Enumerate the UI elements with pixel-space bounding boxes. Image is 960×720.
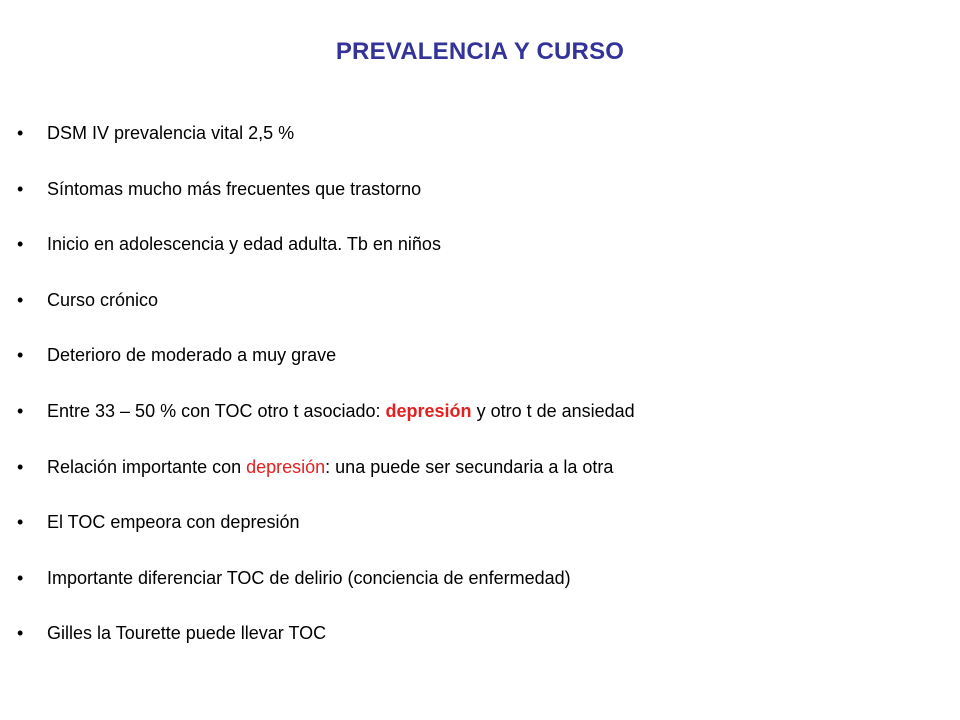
bullet-text-before: Relación importante con xyxy=(47,456,247,477)
bullet-item xyxy=(17,566,937,622)
bullet-text: Curso crónico xyxy=(47,289,159,310)
bullet-text-after: : una puede ser secundaria a la otra xyxy=(325,456,614,477)
bullet-item xyxy=(17,510,937,566)
bullet-item xyxy=(17,455,937,511)
bullet-text: Deterioro de moderado a muy grave xyxy=(47,345,337,366)
bullet-item xyxy=(17,121,937,177)
bullet-text: Inicio en adolescencia y edad adulta. Tb en niños xyxy=(47,234,441,255)
bullet-text: DSM IV prevalencia vital 2,5 % xyxy=(47,123,295,143)
bullet-marker: • xyxy=(17,234,24,255)
bullet-item xyxy=(17,288,937,344)
bullet-text xyxy=(47,399,635,423)
bullet-list xyxy=(17,121,937,677)
bullet-text: Importante diferenciar TOC de delirio (conciencia de enfermedad) xyxy=(47,567,571,588)
bullet-item xyxy=(17,621,937,677)
bullet-marker: • xyxy=(17,623,24,644)
bullet-item xyxy=(17,177,937,233)
bullet-item xyxy=(17,343,937,399)
bullet-text-before: Entre 33 – 50 % con TOC otro t asociado: xyxy=(47,400,386,421)
bullet-item xyxy=(17,399,937,455)
bullet-marker: • xyxy=(17,123,24,143)
bullet-marker: • xyxy=(17,178,24,199)
highlight-depresion: depresión xyxy=(385,400,472,421)
bullet-marker: • xyxy=(17,512,24,533)
bullet-text-after: y otro t de ansiedad xyxy=(471,400,635,421)
bullet-text xyxy=(47,455,613,479)
slide-title: PREVALENCIA Y CURSO xyxy=(335,38,625,65)
bullet-text: Síntomas mucho más frecuentes que trastorno xyxy=(47,178,422,199)
bullet-marker: • xyxy=(17,567,24,588)
highlight-depresion: depresión xyxy=(246,456,326,477)
bullet-marker: • xyxy=(17,400,24,421)
bullet-marker: • xyxy=(17,456,24,477)
bullet-item xyxy=(17,232,937,288)
bullet-text: Gilles la Tourette puede llevar TOC xyxy=(47,623,327,644)
bullet-marker: • xyxy=(17,345,24,366)
bullet-marker: • xyxy=(17,289,24,310)
bullet-text: El TOC empeora con depresión xyxy=(47,512,300,533)
